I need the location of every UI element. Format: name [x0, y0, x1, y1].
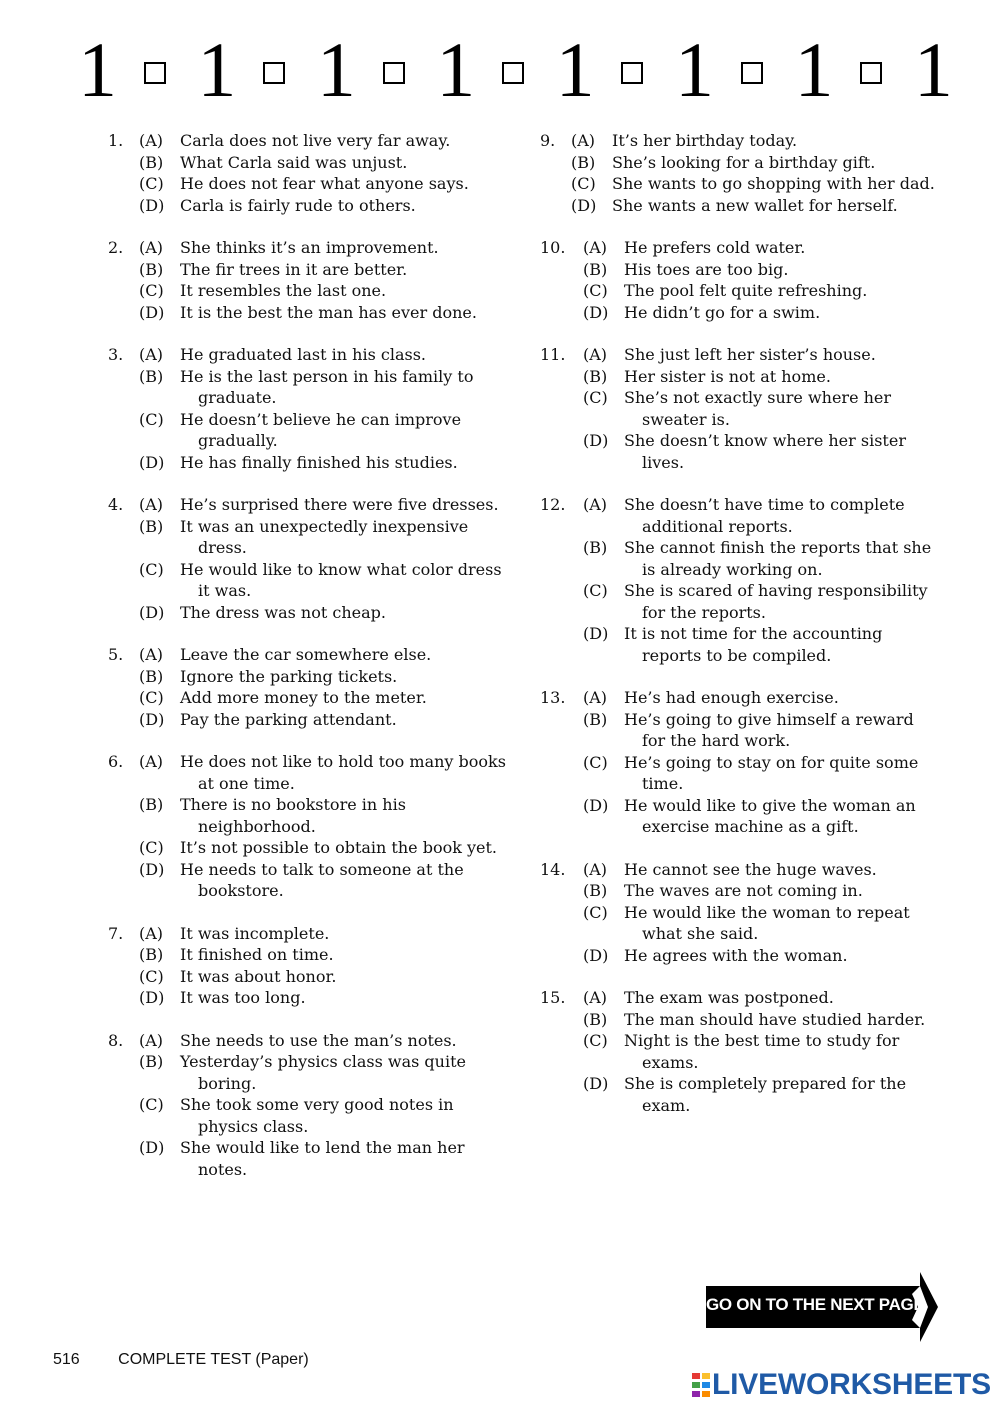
answer-option[interactable]	[540, 687, 940, 709]
footer-title: COMPLETE TEST (Paper)	[118, 1351, 309, 1368]
answer-option[interactable]	[139, 173, 508, 195]
option-text: Add more money to the meter.	[180, 688, 427, 707]
question-number: 10.	[540, 238, 566, 257]
option-text: Leave the car somewhere else.	[180, 645, 432, 664]
answer-option[interactable]	[139, 195, 508, 217]
liveworksheets-logo-icon	[692, 1371, 710, 1399]
answer-option[interactable]	[571, 152, 940, 174]
section-number: 1	[436, 26, 476, 113]
header-box	[263, 62, 285, 84]
option-letter: (D)	[583, 624, 609, 643]
option-text: It is the best the man has ever done.	[180, 302, 477, 322]
header-box	[621, 62, 643, 84]
option-text: Carla is fairly rude to others.	[180, 195, 416, 215]
option-letter: (B)	[139, 945, 164, 964]
option-text: She’s not exactly sure where her sweater is.	[624, 388, 892, 429]
question-number: 3.	[108, 345, 124, 364]
option-text: He doesn’t believe he can improve gradually.	[180, 409, 462, 450]
option-text: She just left her sister’s house.	[624, 345, 876, 364]
option-letter: (C)	[139, 1095, 164, 1114]
option-letter: (C)	[583, 752, 608, 772]
option-text: The waves are not coming in.	[624, 881, 863, 900]
question-item	[108, 1030, 508, 1181]
answer-option[interactable]	[108, 1030, 508, 1052]
option-text: He would like to give the woman an exercise machine as a gift.	[624, 795, 916, 836]
option-letter: (B)	[571, 152, 596, 172]
option-letter: (A)	[139, 752, 164, 771]
answer-option[interactable]	[139, 516, 508, 559]
header-box	[502, 62, 524, 84]
option-letter: (B)	[139, 516, 164, 536]
question-number: 11.	[540, 345, 566, 364]
option-letter: (A)	[139, 495, 164, 514]
question-item	[540, 687, 940, 838]
section-number: 1	[197, 26, 237, 113]
option-letter: (A)	[583, 988, 608, 1007]
option-letter: (C)	[571, 174, 596, 193]
question-item	[540, 237, 940, 323]
question-number: 8.	[108, 1030, 124, 1050]
option-letter: (B)	[583, 259, 608, 279]
section-number: 1	[794, 26, 834, 113]
answer-option[interactable]	[540, 130, 940, 152]
option-letter: (A)	[139, 1030, 164, 1050]
option-text: She took some very good notes in physics class.	[180, 1095, 454, 1136]
option-letter: (C)	[139, 409, 164, 429]
option-letter: (C)	[139, 688, 164, 707]
option-text: She thinks it’s an improvement.	[180, 238, 439, 257]
question-number: 13.	[540, 688, 566, 707]
answer-option[interactable]	[540, 859, 940, 881]
question-item	[108, 344, 508, 473]
option-letter: (D)	[139, 1138, 165, 1157]
question-number: 6.	[108, 752, 124, 771]
option-letter: (D)	[583, 431, 609, 450]
option-text: It finished on time.	[180, 945, 334, 964]
option-text: Night is the best time to study for exams.	[624, 1031, 900, 1072]
answer-option[interactable]	[108, 923, 508, 945]
header-box	[144, 62, 166, 84]
option-text: He has finally finished his studies.	[180, 452, 458, 472]
question-column-right	[540, 130, 940, 1137]
answer-option[interactable]	[583, 795, 940, 838]
answer-option[interactable]	[583, 880, 940, 902]
option-letter: (C)	[583, 1031, 608, 1050]
option-text: She is completely prepared for the exam.	[624, 1074, 907, 1115]
answer-option[interactable]	[139, 1137, 508, 1180]
option-letter: (B)	[583, 1009, 608, 1029]
answer-option[interactable]	[108, 237, 508, 259]
option-letter: (A)	[571, 131, 596, 150]
option-text: He would like the woman to repeat what she said.	[624, 902, 910, 943]
answer-option[interactable]	[108, 344, 508, 366]
answer-option[interactable]	[139, 987, 508, 1009]
option-letter: (C)	[139, 966, 164, 986]
option-text: He does not like to hold too many books at one time.	[180, 752, 506, 793]
option-text: It was about honor.	[180, 966, 337, 986]
option-letter: (B)	[583, 709, 608, 729]
option-text: She wants a new wallet for herself.	[612, 195, 898, 215]
answer-option[interactable]	[139, 1094, 508, 1137]
answer-option[interactable]	[583, 430, 940, 473]
option-text: Ignore the parking tickets.	[180, 666, 398, 686]
question-item	[540, 859, 940, 967]
option-text: It is not time for the accounting reports to be compiled.	[624, 624, 883, 665]
option-letter: (B)	[583, 366, 608, 386]
answer-option[interactable]	[583, 902, 940, 945]
answer-option[interactable]	[108, 644, 508, 666]
answer-option[interactable]	[139, 452, 508, 474]
header-box	[383, 62, 405, 84]
question-item	[540, 494, 940, 666]
option-letter: (A)	[583, 495, 608, 514]
answer-option[interactable]	[139, 709, 508, 731]
option-letter: (D)	[583, 795, 609, 815]
answer-option[interactable]	[540, 237, 940, 259]
option-letter: (D)	[139, 602, 165, 622]
go-on-banner	[706, 1272, 938, 1342]
option-text: She doesn’t know where her sister lives.	[624, 431, 906, 472]
answer-option[interactable]	[583, 387, 940, 430]
option-letter: (A)	[139, 645, 164, 664]
option-text: She would like to lend the man her notes.	[180, 1138, 465, 1179]
answer-option[interactable]	[583, 366, 940, 388]
question-number: 1.	[108, 131, 124, 150]
question-item	[108, 237, 508, 323]
option-letter: (A)	[583, 688, 608, 707]
option-letter: (B)	[139, 1052, 164, 1071]
option-letter: (A)	[583, 345, 608, 364]
section-number: 1	[78, 26, 117, 113]
option-text: She cannot finish the reports that she is already working on.	[624, 538, 932, 579]
option-text: He prefers cold water.	[624, 238, 806, 257]
option-text: The fir trees in it are better.	[180, 259, 408, 279]
option-text: His toes are too big.	[624, 259, 789, 279]
answer-option[interactable]	[139, 794, 508, 837]
question-number: 4.	[108, 495, 124, 514]
option-text: Yesterday’s physics class was quite boring.	[180, 1052, 466, 1093]
answer-option[interactable]	[583, 752, 940, 795]
question-number: 5.	[108, 645, 124, 664]
option-letter: (D)	[139, 859, 165, 879]
answer-option[interactable]	[139, 859, 508, 902]
answer-option[interactable]	[139, 280, 508, 302]
option-letter: (C)	[583, 581, 608, 600]
answer-option[interactable]	[583, 1009, 940, 1031]
option-letter: (A)	[139, 131, 164, 150]
option-letter: (C)	[139, 281, 164, 300]
header-box	[860, 62, 882, 84]
option-letter: (A)	[583, 859, 608, 879]
option-letter: (B)	[139, 259, 164, 279]
question-number: 7.	[108, 923, 124, 943]
answer-option[interactable]	[139, 302, 508, 324]
option-letter: (B)	[139, 666, 164, 686]
option-text: He would like to know what color dress it was.	[180, 559, 502, 600]
option-text: Her sister is not at home.	[624, 366, 831, 386]
question-number: 9.	[540, 131, 556, 150]
question-item	[108, 644, 508, 730]
option-text: There is no bookstore in his neighborhood.	[180, 795, 406, 836]
answer-option[interactable]	[583, 945, 940, 967]
question-item	[540, 344, 940, 473]
option-letter: (C)	[583, 281, 608, 300]
option-text: She wants to go shopping with her dad.	[612, 174, 935, 193]
answer-option[interactable]	[139, 837, 508, 859]
brand-name: LIVEWORKSHEETS	[712, 1368, 991, 1401]
answer-option[interactable]	[583, 580, 940, 623]
answer-option[interactable]	[139, 366, 508, 409]
answer-option[interactable]	[139, 559, 508, 602]
option-text: It was incomplete.	[180, 923, 330, 943]
question-number: 15.	[540, 988, 566, 1007]
option-text: Pay the parking attendant.	[180, 709, 397, 729]
option-text: The dress was not cheap.	[180, 602, 386, 622]
answer-option[interactable]	[108, 494, 508, 516]
option-text: It was an unexpectedly inexpensive dress.	[180, 516, 469, 557]
question-item	[540, 987, 940, 1116]
question-item	[540, 130, 940, 216]
answer-option[interactable]	[583, 623, 940, 666]
option-letter: (C)	[583, 388, 608, 407]
question-item	[108, 751, 508, 902]
answer-option[interactable]	[583, 302, 940, 324]
option-text: He’s going to stay on for quite some time.	[624, 752, 919, 793]
option-text: She doesn’t have time to complete additional reports.	[624, 495, 905, 536]
option-letter: (D)	[583, 1074, 609, 1093]
option-text: It’s not possible to obtain the book yet.	[180, 838, 498, 857]
answer-option[interactable]	[583, 1073, 940, 1116]
section-number: 1	[675, 26, 715, 113]
question-number: 14.	[540, 859, 566, 879]
option-letter: (D)	[583, 945, 609, 965]
option-letter: (B)	[139, 366, 164, 386]
answer-option[interactable]	[540, 987, 940, 1009]
option-letter: (D)	[139, 709, 165, 729]
option-letter: (D)	[571, 195, 597, 215]
option-letter: (C)	[139, 559, 164, 579]
answer-option[interactable]	[571, 195, 940, 217]
question-column-left	[108, 130, 508, 1201]
section-number: 1	[316, 26, 356, 113]
option-letter: (B)	[583, 881, 608, 900]
option-letter: (C)	[583, 902, 608, 922]
go-on-label: GO ON TO THE NEXT PAGE	[706, 1295, 925, 1314]
question-item	[108, 130, 508, 216]
option-letter: (A)	[139, 923, 164, 943]
option-letter: (D)	[139, 302, 165, 322]
question-item	[108, 494, 508, 623]
question-number: 12.	[540, 495, 566, 514]
answer-option[interactable]	[540, 494, 940, 537]
answer-option[interactable]	[571, 173, 940, 195]
page-footer	[53, 1351, 309, 1369]
answer-option[interactable]	[139, 1051, 508, 1094]
answer-option[interactable]	[139, 152, 508, 174]
answer-option[interactable]	[583, 280, 940, 302]
option-text: The man should have studied harder.	[624, 1009, 926, 1029]
header-box	[741, 62, 763, 84]
option-letter: (A)	[139, 238, 164, 257]
answer-option[interactable]	[540, 344, 940, 366]
option-letter: (B)	[139, 795, 164, 814]
option-letter: (A)	[583, 238, 608, 257]
answer-option[interactable]	[139, 259, 508, 281]
option-text: It was too long.	[180, 988, 306, 1007]
brand-logo[interactable]	[692, 1367, 991, 1403]
answer-option[interactable]	[583, 537, 940, 580]
option-letter: (D)	[583, 302, 609, 322]
option-text: He does not fear what anyone says.	[180, 174, 469, 193]
option-text: He didn’t go for a swim.	[624, 302, 821, 322]
option-text: He’s going to give himself a reward for the hard work.	[624, 709, 914, 750]
option-letter: (D)	[139, 195, 165, 215]
option-text: He needs to talk to someone at the bookstore.	[180, 859, 464, 900]
answer-option[interactable]	[139, 409, 508, 452]
answer-option[interactable]	[139, 602, 508, 624]
section-number: 1	[555, 26, 595, 113]
answer-option[interactable]	[139, 944, 508, 966]
answer-option[interactable]	[108, 751, 508, 794]
option-letter: (C)	[139, 838, 164, 857]
option-text: He’s surprised there were five dresses.	[180, 495, 499, 514]
option-letter: (B)	[139, 152, 164, 172]
option-text: He’s had enough exercise.	[624, 688, 839, 707]
answer-option[interactable]	[583, 1030, 940, 1073]
option-text: He cannot see the huge waves.	[624, 859, 877, 879]
answer-option[interactable]	[139, 666, 508, 688]
answer-option[interactable]	[583, 259, 940, 281]
option-letter: (D)	[139, 988, 165, 1007]
option-text: He is the last person in his family to graduate.	[180, 366, 474, 407]
option-text: She’s looking for a birthday gift.	[612, 152, 876, 172]
option-text: What Carla said was unjust.	[180, 152, 408, 172]
question-number: 2.	[108, 238, 124, 257]
option-text: She needs to use the man’s notes.	[180, 1030, 457, 1050]
option-letter: (B)	[583, 538, 608, 557]
option-text: He graduated last in his class.	[180, 345, 426, 364]
answer-option[interactable]	[139, 966, 508, 988]
option-text: It resembles the last one.	[180, 281, 387, 300]
question-item	[108, 923, 508, 1009]
option-letter: (C)	[139, 174, 164, 193]
option-text: She is scared of having responsibility for the reports.	[624, 581, 928, 622]
option-text: It’s her birthday today.	[612, 131, 798, 150]
answer-option[interactable]	[139, 687, 508, 709]
option-letter: (D)	[139, 452, 165, 472]
section-number: 1	[913, 26, 953, 113]
answer-option[interactable]	[583, 709, 940, 752]
option-text: The exam was postponed.	[624, 988, 834, 1007]
answer-option[interactable]	[108, 130, 508, 152]
option-text: Carla does not live very far away.	[180, 131, 451, 150]
section-header	[78, 26, 953, 113]
page-number: 516	[53, 1351, 80, 1368]
option-letter: (A)	[139, 345, 164, 364]
option-text: He agrees with the woman.	[624, 945, 848, 965]
option-text: The pool felt quite refreshing.	[624, 281, 868, 300]
